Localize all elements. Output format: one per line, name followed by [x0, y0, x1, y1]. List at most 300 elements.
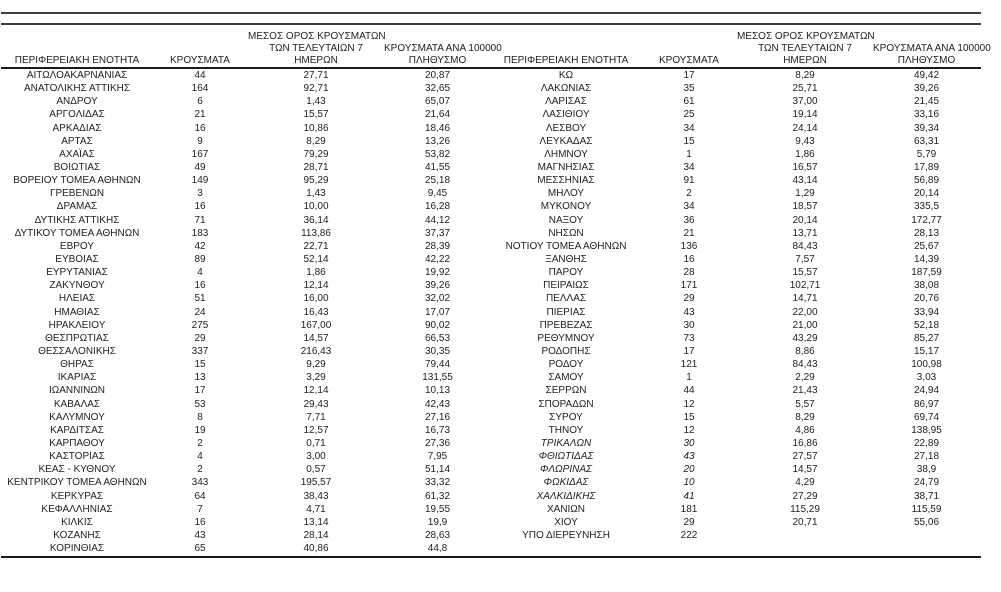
- cell-per100k: 187,59: [911, 267, 942, 279]
- cell-per100k: 20,87: [424, 70, 451, 81]
- cell-cases: 35: [683, 83, 695, 95]
- table-row: [491, 279, 980, 292]
- cell-per100k: 25,18: [424, 175, 451, 187]
- cell-per100k: 25,67: [913, 240, 940, 252]
- cell-per100k: 38,71: [913, 490, 940, 502]
- table-row: [2, 358, 491, 371]
- cell-region: ΚΑΒΑΛΑΣ: [53, 398, 101, 410]
- cell-region: ΘΕΣΠΡΩΤΙΑΣ: [45, 332, 109, 344]
- cell-avg7: 195,57: [300, 477, 332, 489]
- cell-avg7: 92,71: [303, 83, 329, 95]
- cell-per100k: 33,16: [913, 109, 940, 121]
- cell-region: ΡΕΘΥΜΝΟΥ: [537, 332, 595, 344]
- cell-cases: 15: [194, 359, 206, 371]
- cell-region: ΔΥΤΙΚΗΣ ΑΤΤΙΚΗΣ: [34, 214, 120, 226]
- cell-cases: 71: [194, 214, 206, 226]
- cell-avg7: 1,43: [306, 188, 326, 200]
- cell-cases: 34: [683, 122, 695, 134]
- cell-per100k: 24,79: [913, 477, 940, 489]
- table-row: [491, 161, 980, 174]
- column-header-avg7-line1: ΜΕΣΟΣ ΟΡΟΣ ΚΡΟΥΣΜΑΤΩΝ: [248, 31, 386, 42]
- cell-cases: 181: [680, 503, 698, 515]
- cell-region: ΔΥΤΙΚΟΥ ΤΟΜΕΑ ΑΘΗΝΩΝ: [14, 227, 140, 239]
- cell-region: ΚΑΛΥΜΝΟΥ: [49, 411, 105, 423]
- cell-per100k: 27,36: [424, 437, 451, 449]
- cell-cases: 343: [191, 477, 209, 489]
- table-row: [491, 371, 980, 384]
- cell-cases: 12: [683, 398, 695, 410]
- cell-per100k: 61,32: [424, 490, 451, 502]
- cell-cases: 91: [683, 175, 695, 187]
- table-row: [2, 319, 491, 332]
- cell-region: ΛΑΚΩΝΙΑΣ: [540, 83, 592, 95]
- table-row: [2, 227, 491, 240]
- cell-avg7: 40,86: [303, 543, 329, 555]
- column-header-region: ΠΕΡΙΦΕΡΕΙΑΚΗ ΕΝΟΤΗΤΑ: [503, 55, 629, 66]
- cell-per100k: 55,06: [913, 516, 940, 528]
- cell-avg7: 12,57: [303, 424, 329, 436]
- cell-region: ΦΩΚΙΔΑΣ: [543, 477, 589, 489]
- cell-cases: 149: [191, 175, 209, 187]
- cell-cases: 61: [683, 96, 695, 108]
- table-row: [2, 240, 491, 253]
- top-divider-line-2: [1, 23, 981, 25]
- cell-cases: 43: [194, 529, 206, 541]
- cell-cases: 30: [683, 437, 695, 449]
- cell-avg7: 38,43: [303, 490, 329, 502]
- cell-avg7: 3,29: [306, 372, 326, 384]
- cell-cases: 171: [680, 280, 698, 292]
- cell-cases: 44: [194, 70, 206, 81]
- cell-region: ΘΕΣΣΑΛΟΝΙΚΗΣ: [38, 345, 116, 357]
- column-header-per100k-line2: ΠΛΗΘΥΣΜΟ: [897, 55, 956, 66]
- cell-cases: 24: [194, 306, 206, 318]
- cell-cases: 183: [191, 227, 209, 239]
- cell-cases: 15: [683, 411, 695, 423]
- column-header-per100k-line1: ΚΡΟΥΣΜΑΤΑ ΑΝΑ 100000: [384, 43, 502, 54]
- cell-per100k: 19,9: [427, 516, 448, 528]
- cell-avg7: 4,86: [795, 424, 815, 436]
- cell-per100k: 100,98: [911, 359, 942, 371]
- cell-per100k: 86,97: [913, 398, 940, 410]
- column-header-per100k: [873, 43, 991, 67]
- cell-avg7: [737, 529, 873, 542]
- cell-avg7: 29,43: [303, 398, 329, 410]
- cell-per100k: 49,42: [913, 70, 940, 81]
- cell-per100k: 24,94: [913, 385, 940, 397]
- table-row: [491, 476, 980, 489]
- cell-cases: 34: [683, 161, 695, 173]
- cell-per100k: 51,14: [424, 464, 451, 476]
- cell-region: ΑΡΓΟΛΙΔΑΣ: [49, 109, 105, 121]
- table-row: [2, 450, 491, 463]
- cell-per100k: 44,12: [424, 214, 451, 226]
- cell-cases: 9: [197, 135, 203, 147]
- cell-cases: 41: [683, 490, 695, 502]
- cell-avg7: 24,14: [792, 122, 818, 134]
- cell-per100k: 18,46: [424, 122, 451, 134]
- table-row: [2, 135, 491, 148]
- cell-avg7: 10,00: [303, 201, 329, 213]
- cell-region: ΧΑΝΙΩΝ: [546, 503, 586, 515]
- tables-container: [2, 30, 991, 555]
- cell-cases: 21: [194, 109, 206, 121]
- cell-per100k: 32,65: [424, 83, 451, 95]
- table-row: [491, 358, 980, 371]
- cell-region: ΜΑΓΝΗΣΙΑΣ: [537, 161, 595, 173]
- cell-per100k: 38,08: [913, 280, 940, 292]
- cell-cases: 1: [686, 372, 692, 384]
- cell-region: ΓΡΕΒΕΝΩΝ: [49, 188, 105, 200]
- cell-avg7: 7,71: [306, 411, 326, 423]
- cell-region: ΔΡΑΜΑΣ: [56, 201, 98, 213]
- cell-avg7: 43,29: [792, 332, 818, 344]
- cell-region: ΗΡΑΚΛΕΙΟΥ: [48, 319, 106, 331]
- cell-per100k: 28,13: [913, 227, 940, 239]
- regional-cases-table-left: [2, 30, 502, 555]
- cell-avg7: 20,71: [792, 516, 818, 528]
- cell-region: ΚΕΑΣ - ΚΥΘΝΟΥ: [38, 464, 116, 476]
- cell-per100k: 20,14: [913, 188, 940, 200]
- cell-per100k: 172,77: [911, 214, 942, 226]
- table-row: [2, 345, 491, 358]
- table-row: [491, 437, 980, 450]
- cell-region: ΛΑΣΙΘΙΟΥ: [542, 109, 590, 121]
- table-row: [491, 227, 980, 240]
- cell-avg7: 0,71: [306, 437, 326, 449]
- column-header-region: ΠΕΡΙΦΕΡΕΙΑΚΗ ΕΝΟΤΗΤΑ: [14, 55, 140, 66]
- table-header: [2, 30, 502, 67]
- cell-per100k: 17,89: [913, 161, 940, 173]
- table-row: [491, 319, 980, 332]
- cell-per100k: 38,9: [916, 464, 937, 476]
- table-row: [2, 411, 491, 424]
- cell-avg7: 20,14: [792, 214, 818, 226]
- table-row: [2, 398, 491, 411]
- cell-per100k: 65,07: [424, 96, 451, 108]
- cell-cases: 10: [683, 477, 695, 489]
- cell-region: ΣΕΡΡΩΝ: [545, 385, 587, 397]
- cell-avg7: 12,14: [303, 280, 329, 292]
- cell-per100k: 90,02: [424, 319, 451, 331]
- cell-avg7: 9,29: [306, 359, 326, 371]
- cell-cases: 20: [683, 464, 695, 476]
- table-row: [2, 490, 491, 503]
- cell-cases: 43: [683, 306, 695, 318]
- cell-cases: 16: [194, 516, 206, 528]
- cell-avg7: 10,86: [303, 122, 329, 134]
- table-row: [2, 69, 491, 82]
- cell-per100k: 5,79: [916, 148, 937, 160]
- cell-region: ΧΑΛΚΙΔΙΚΗΣ: [536, 490, 596, 502]
- cell-region: ΕΥΡΥΤΑΝΙΑΣ: [46, 267, 108, 279]
- cell-cases: 17: [683, 70, 695, 81]
- cell-cases: 44: [683, 385, 695, 397]
- cell-per100k: 28,39: [424, 240, 451, 252]
- cell-avg7: 16,86: [792, 437, 818, 449]
- cell-region: ΣΠΟΡΑΔΩΝ: [538, 398, 594, 410]
- cell-region: ΑΙΤΩΛΟΑΚΑΡΝΑΝΙΑΣ: [26, 70, 128, 81]
- cell-cases: 17: [683, 345, 695, 357]
- cell-cases: 167: [191, 148, 209, 160]
- cell-region: ΣΥΡΟΥ: [549, 411, 583, 423]
- cell-region: ΛΑΡΙΣΑΣ: [545, 96, 587, 108]
- cell-region: ΚΑΡΔΙΤΣΑΣ: [50, 424, 104, 436]
- cell-cases: 15: [683, 135, 695, 147]
- cell-region: ΒΟΙΩΤΙΑΣ: [53, 161, 101, 173]
- cell-cases: 121: [680, 359, 698, 371]
- cell-cases: 29: [683, 516, 695, 528]
- cell-region: ΜΕΣΣΗΝΙΑΣ: [537, 175, 595, 187]
- table-row: [491, 108, 980, 121]
- column-header-per100k: [384, 43, 502, 67]
- cell-avg7: 5,57: [795, 398, 815, 410]
- table-row: [2, 516, 491, 529]
- table-row: [2, 214, 491, 227]
- cell-region: ΑΧΑΪΑΣ: [59, 148, 95, 160]
- cell-region: ΚΕΦΑΛΛΗΝΙΑΣ: [41, 503, 113, 515]
- column-header-cases: ΚΡΟΥΣΜΑΤΑ: [170, 55, 230, 66]
- cell-avg7: 16,43: [303, 306, 329, 318]
- cell-per100k: 17,07: [424, 306, 451, 318]
- table-row: [2, 476, 491, 489]
- cell-region: ΛΕΥΚΑΔΑΣ: [539, 135, 593, 147]
- table-row: [491, 69, 980, 82]
- cell-region: ΚΑΡΠΑΘΟΥ: [49, 437, 105, 449]
- cell-avg7: 18,57: [792, 201, 818, 213]
- cell-avg7: 14,57: [303, 332, 329, 344]
- table-row: [491, 463, 980, 476]
- cell-region: ΚΩ: [558, 70, 574, 81]
- table-row: [491, 516, 980, 529]
- cell-region: ΠΑΡΟΥ: [548, 267, 584, 279]
- cell-avg7: 216,43: [300, 345, 332, 357]
- cell-avg7: 22,71: [303, 240, 329, 252]
- cell-cases: 4: [197, 267, 203, 279]
- cell-avg7: 28,71: [303, 161, 329, 173]
- cell-per100k: 14,39: [913, 253, 940, 265]
- cell-region: ΑΝΔΡΟΥ: [56, 96, 98, 108]
- column-header-avg7-line2: ΤΩΝ ΤΕΛΕΥΤΑΙΩΝ 7: [269, 43, 363, 54]
- cell-avg7: 52,14: [303, 253, 329, 265]
- column-header-cases: ΚΡΟΥΣΜΑΤΑ: [659, 55, 719, 66]
- cell-per100k: 52,18: [913, 319, 940, 331]
- cell-cases: 136: [680, 240, 698, 252]
- cell-cases: 275: [191, 319, 209, 331]
- cell-cases: 49: [194, 161, 206, 173]
- table-row: [491, 292, 980, 305]
- cell-per100k: 42,43: [424, 398, 451, 410]
- cell-per100k: 335,5: [913, 201, 940, 213]
- cell-avg7: 27,29: [792, 490, 818, 502]
- cell-cases: 19: [194, 424, 206, 436]
- cell-per100k: 19,55: [424, 503, 451, 515]
- column-header-avg7: [737, 31, 873, 67]
- cell-region: ΣΑΜΟΥ: [548, 372, 584, 384]
- cell-region: ΚΕΝΤΡΙΚΟΥ ΤΟΜΕΑ ΑΘΗΝΩΝ: [7, 477, 147, 489]
- regional-cases-table-right: [491, 30, 991, 555]
- cell-avg7: 167,00: [300, 319, 332, 331]
- cell-per100k: 39,26: [424, 280, 451, 292]
- table-row: [491, 266, 980, 279]
- table-body-left: [2, 69, 491, 555]
- cell-avg7: 15,57: [792, 267, 818, 279]
- cell-region: ΕΥΒΟΙΑΣ: [55, 253, 99, 265]
- table-row: [491, 148, 980, 161]
- cell-region: ΜΥΚΟΝΟΥ: [540, 201, 592, 213]
- column-header-avg7: [248, 31, 384, 67]
- cell-per100k: 27,18: [913, 451, 940, 463]
- cell-avg7: 4,71: [306, 503, 326, 515]
- table-row: [491, 345, 980, 358]
- cell-avg7: 102,71: [789, 280, 821, 292]
- table-row: [2, 279, 491, 292]
- cell-cases: 65: [194, 543, 206, 555]
- table-row: [2, 82, 491, 95]
- cell-avg7: 15,57: [303, 109, 329, 121]
- cell-avg7: 3,00: [306, 451, 326, 463]
- cell-per100k: 63,31: [913, 135, 940, 147]
- column-header-avg7-line3: ΗΜΕΡΩΝ: [783, 55, 827, 66]
- cell-region: ΜΗΛΟΥ: [547, 188, 585, 200]
- table-row: [491, 200, 980, 213]
- cell-cases: 42: [194, 240, 206, 252]
- cell-per100k: 21,45: [913, 96, 940, 108]
- cell-per100k: [873, 529, 980, 542]
- cell-cases: 30: [683, 319, 695, 331]
- cell-avg7: 28,14: [303, 529, 329, 541]
- cell-cases: 2: [197, 437, 203, 449]
- cell-avg7: 115,29: [790, 503, 820, 515]
- cell-avg7: 0,57: [306, 464, 326, 476]
- cell-avg7: 8,29: [795, 70, 815, 81]
- cell-region: ΤΡΙΚΑΛΩΝ: [540, 437, 592, 449]
- cell-region: ΠΕΛΛΑΣ: [545, 293, 587, 305]
- top-divider-line-1: [1, 12, 981, 14]
- cell-per100k: 138,95: [911, 424, 942, 436]
- cell-cases: 34: [683, 201, 695, 213]
- table-row: [2, 122, 491, 135]
- cell-avg7: 22,00: [792, 306, 818, 318]
- cell-avg7: 84,43: [792, 240, 818, 252]
- table-bottom-line: [1, 556, 981, 558]
- cell-region: ΚΟΖΑΝΗΣ: [53, 529, 101, 541]
- cell-avg7: 43,14: [792, 175, 818, 187]
- cell-region: ΝΑΞΟΥ: [548, 214, 584, 226]
- column-header-avg7-line3: ΗΜΕΡΩΝ: [294, 55, 338, 66]
- table-row: [2, 95, 491, 108]
- table-row: [2, 292, 491, 305]
- cell-per100k: 30,35: [424, 345, 451, 357]
- table-row: [491, 95, 980, 108]
- cell-cases: 2: [686, 188, 692, 200]
- table-row: [2, 108, 491, 121]
- cell-region: ΡΟΔΟΠΗΣ: [541, 345, 591, 357]
- table-row: [491, 398, 980, 411]
- cell-per100k: 7,95: [427, 451, 448, 463]
- cell-per100k: 39,26: [913, 83, 940, 95]
- cell-per100k: 44,8: [427, 543, 448, 555]
- cell-avg7: 16,00: [303, 293, 329, 305]
- cell-region: ΞΑΝΘΗΣ: [545, 253, 587, 265]
- cell-per100k: 41,55: [424, 161, 451, 173]
- cell-per100k: 9,45: [427, 188, 448, 200]
- cell-avg7: 27,71: [303, 70, 329, 81]
- cell-cases: 12: [683, 424, 695, 436]
- cell-cases: 89: [194, 253, 206, 265]
- table-row: [2, 503, 491, 516]
- cell-per100k: 79,44: [424, 359, 451, 371]
- cell-region: ΠΕΙΡΑΙΩΣ: [543, 280, 589, 292]
- cell-avg7: 113,86: [301, 227, 331, 239]
- table-body-right: [491, 69, 980, 542]
- table-row: [2, 332, 491, 345]
- cell-cases: 16: [194, 201, 206, 213]
- table-row: [491, 503, 980, 516]
- table-row: [491, 253, 980, 266]
- table-row: [491, 490, 980, 503]
- cell-region: ΝΗΣΩΝ: [548, 227, 584, 239]
- table-row: [2, 371, 491, 384]
- table-row: [491, 82, 980, 95]
- cell-region: ΒΟΡΕΙΟΥ ΤΟΜΕΑ ΑΘΗΝΩΝ: [13, 175, 141, 187]
- cell-per100k: 13,26: [424, 135, 451, 147]
- cell-cases: 73: [683, 332, 695, 344]
- cell-avg7: 84,43: [792, 359, 818, 371]
- cell-region: ΙΩΑΝΝΙΝΩΝ: [48, 385, 106, 397]
- cell-region: ΝΟΤΙΟΥ ΤΟΜΕΑ ΑΘΗΝΩΝ: [505, 240, 627, 252]
- cell-per100k: 131,55: [422, 372, 453, 384]
- cell-per100k: 37,37: [424, 227, 451, 239]
- table-row: [491, 306, 980, 319]
- cell-cases: 29: [194, 332, 206, 344]
- cell-per100k: 27,16: [424, 411, 451, 423]
- table-row: [2, 424, 491, 437]
- cell-cases: 8: [197, 411, 203, 423]
- table-row: [2, 200, 491, 213]
- cell-cases: 25: [683, 109, 695, 121]
- cell-region: ΘΗΡΑΣ: [60, 359, 94, 371]
- table-row: [491, 450, 980, 463]
- cell-per100k: 53,82: [424, 148, 451, 160]
- column-header-per100k-line1: ΚΡΟΥΣΜΑΤΑ ΑΝΑ 100000: [873, 43, 991, 54]
- cell-avg7: 2,29: [795, 372, 815, 384]
- cell-cases: 13: [194, 372, 206, 384]
- cell-avg7: 37,00: [792, 96, 818, 108]
- cell-region: ΗΜΑΘΙΑΣ: [54, 306, 100, 318]
- cell-cases: 2: [197, 464, 203, 476]
- cell-cases: 7: [197, 503, 203, 515]
- cell-cases: 16: [683, 253, 695, 265]
- table-row: [491, 529, 980, 542]
- cell-region: ΤΗΝΟΥ: [548, 424, 584, 436]
- cell-region: ΠΡΕΒΕΖΑΣ: [539, 319, 593, 331]
- cell-avg7: 8,29: [306, 135, 326, 147]
- cell-avg7: 25,71: [792, 83, 818, 95]
- table-row: [2, 306, 491, 319]
- cell-avg7: 9,43: [795, 135, 815, 147]
- cell-cases: 16: [194, 122, 206, 134]
- cell-region: ΚΑΣΤΟΡΙΑΣ: [49, 451, 105, 463]
- cell-cases: 222: [680, 529, 698, 541]
- cell-per100k: 16,73: [424, 424, 451, 436]
- table-row: [491, 411, 980, 424]
- cell-avg7: 1,86: [795, 148, 815, 160]
- column-header-per100k-line2: ΠΛΗΘΥΣΜΟ: [408, 55, 467, 66]
- cell-region: ΗΛΕΙΑΣ: [58, 293, 96, 305]
- cell-per100k: 10,13: [424, 385, 451, 397]
- cell-avg7: 36,14: [303, 214, 329, 226]
